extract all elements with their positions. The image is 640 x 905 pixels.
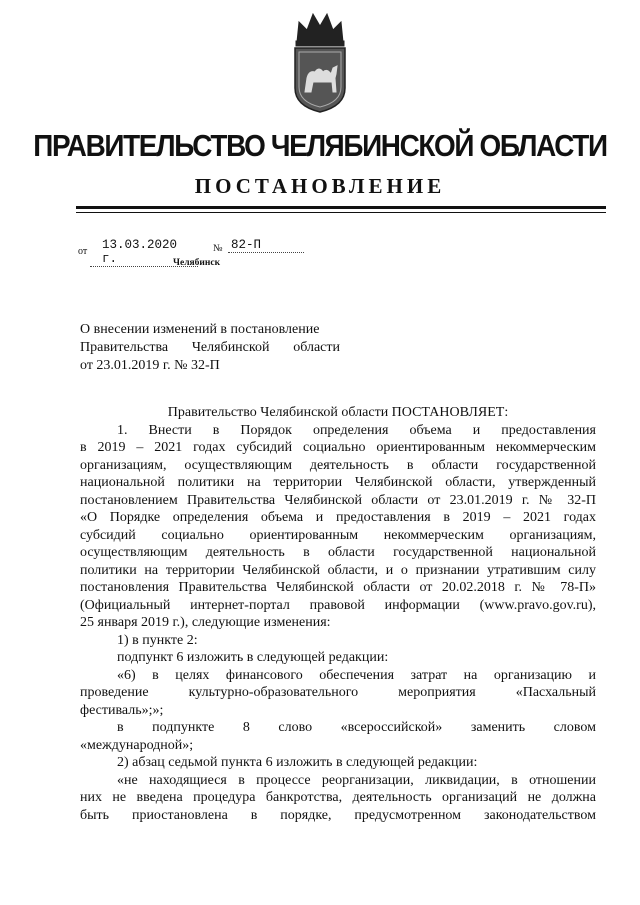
government-title: ПРАВИТЕЛЬСТВО ЧЕЛЯБИНСКОЙ ОБЛАСТИ	[33, 128, 607, 163]
body-line: (Официальный интернет-портал правовой информации (www.pravo.gov.ru),	[80, 597, 596, 613]
body-line: подпункт 6 изложить в следующей редакции:	[117, 650, 389, 665]
subject-line: от 23.01.2019 г. № 32-П	[80, 358, 220, 373]
document-type: ПОСТАНОВЛЕНИЕ	[194, 174, 446, 198]
preamble: Правительство Челябинской области ПОСТАНОВЛЯЕТ:	[167, 405, 509, 420]
body-line: фестиваль»;»;	[80, 702, 164, 718]
number-label: №	[213, 243, 223, 254]
body-line: «О Порядке определения объема и предоставления в 2019 – 2021 годах	[80, 510, 596, 525]
body-line: в подпункте 8 слово «всероссийской» заменить словом	[117, 720, 596, 735]
body-line: 1. Внести в Порядок определения объема и предоставления	[117, 422, 596, 438]
body-line: «6) в целях финансового обеспечения затрат на организацию и	[117, 667, 596, 683]
document-date: 13.03.2020 г.	[90, 238, 198, 267]
header-rule-thin	[76, 212, 606, 213]
body-line: 2) абзац седьмой пункта 6 изложить в следующей редакции:	[117, 755, 478, 770]
subject-line: О внесении изменений в постановление	[80, 322, 320, 337]
body-line: политики на территории Челябинской области, и о признании утратившим силу	[80, 562, 596, 578]
body-line: осуществляющим деятельность в области государственной национальной	[80, 545, 596, 560]
document-subject	[80, 321, 340, 375]
body-line: национальной политики на территории Челябинской области, утвержденный	[80, 475, 596, 490]
coat-of-arms-icon	[289, 8, 351, 114]
subject-line: Правительства Челябинской области	[80, 340, 340, 355]
body-line: проведение культурно-образовательного мероприятия «Пасхальный	[80, 685, 596, 700]
document-body	[80, 404, 596, 824]
body-line: «не находящиеся в процессе реорганизации, ликвидации, в отношении	[117, 772, 596, 788]
body-line: в 2019 – 2021 годах субсидий социально ориентированным некоммерческим	[80, 440, 596, 455]
body-line: них не введена процедура банкротства, деятельность организаций не должна	[80, 790, 596, 805]
body-line: постановлением Правительства Челябинской области от 23.01.2019 г. № 32-П	[80, 492, 596, 508]
header-rule-thick	[76, 206, 606, 209]
body-line: быть приостановлена в порядке, предусмотренном законодательством	[80, 807, 596, 823]
body-line: организациям, осуществляющим деятельность в области государственной	[80, 457, 596, 473]
body-line: субсидий социально ориентированным некоммерческим организациям,	[80, 527, 596, 543]
body-line: 1) в пункте 2:	[117, 632, 198, 648]
body-line: «международной»;	[80, 737, 194, 753]
body-line: 25 января 2019 г.), следующие изменения:	[80, 615, 331, 630]
date-label: от	[78, 246, 88, 257]
city-name: Челябинск	[173, 258, 221, 268]
body-line: постановления Правительства Челябинской области от 20.02.2018 г. № 78-П»	[80, 580, 596, 595]
document-number: 82-П	[228, 238, 304, 253]
